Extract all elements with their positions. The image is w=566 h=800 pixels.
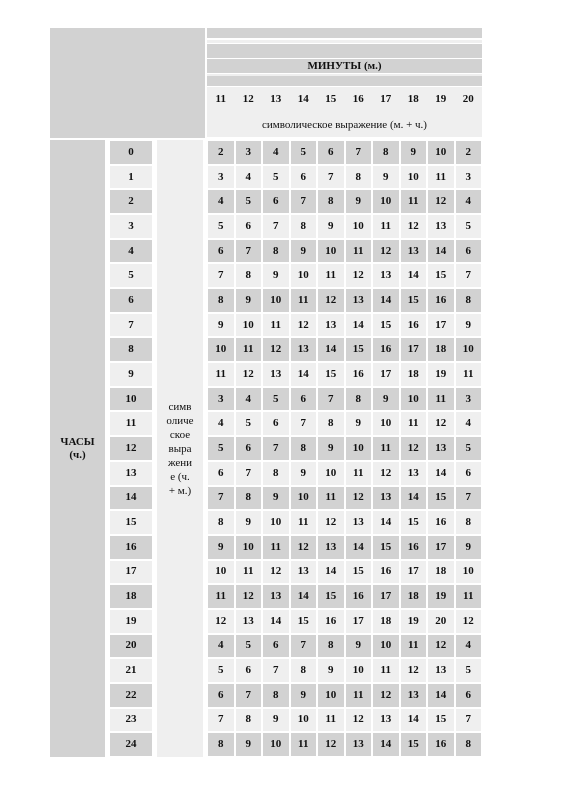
value-cell: 11 — [236, 338, 262, 361]
value-cell: 14 — [291, 363, 317, 386]
value-cell: 11 — [428, 388, 454, 411]
value-cell: 12 — [373, 684, 399, 707]
value-cell: 12 — [456, 610, 482, 633]
value-cell: 13 — [291, 561, 317, 584]
value-cell: 9 — [291, 462, 317, 485]
value-cell: 6 — [236, 215, 262, 238]
minute-header-cell: 13 — [262, 87, 290, 111]
value-cell: 7 — [263, 215, 289, 238]
value-cell: 5 — [456, 659, 482, 682]
value-cell: 8 — [208, 733, 234, 756]
value-cell: 6 — [236, 659, 262, 682]
value-cell: 10 — [401, 166, 427, 189]
value-cell: 9 — [236, 289, 262, 312]
value-cell: 9 — [318, 659, 344, 682]
value-cell: 15 — [291, 610, 317, 633]
value-cell: 8 — [208, 511, 234, 534]
value-cell: 11 — [318, 709, 344, 732]
value-cell: 6 — [263, 412, 289, 435]
value-cell: 9 — [208, 314, 234, 337]
hour-cell: 15 — [110, 511, 152, 534]
value-cell: 13 — [346, 511, 372, 534]
value-cell: 8 — [456, 733, 482, 756]
value-cell: 16 — [346, 585, 372, 608]
value-cell: 10 — [208, 561, 234, 584]
value-cell: 6 — [208, 462, 234, 485]
value-cell: 7 — [208, 264, 234, 287]
value-cell: 10 — [346, 437, 372, 460]
value-cell: 11 — [263, 314, 289, 337]
value-cell: 5 — [456, 215, 482, 238]
value-cell: 8 — [291, 437, 317, 460]
value-cell: 9 — [346, 190, 372, 213]
hour-cell: 16 — [110, 536, 152, 559]
hour-cell: 24 — [110, 733, 152, 756]
value-cell: 15 — [318, 585, 344, 608]
value-cell: 8 — [236, 487, 262, 510]
header-stripe — [207, 28, 482, 38]
value-cell: 14 — [428, 240, 454, 263]
minute-header-cell: 16 — [345, 87, 373, 111]
value-cell: 11 — [346, 240, 372, 263]
corner-cell — [50, 28, 205, 138]
value-cell: 11 — [456, 585, 482, 608]
value-cell: 15 — [428, 487, 454, 510]
hour-cell: 14 — [110, 487, 152, 510]
value-cell: 10 — [456, 338, 482, 361]
value-cell: 11 — [208, 585, 234, 608]
value-cell: 11 — [373, 215, 399, 238]
value-cell: 18 — [401, 363, 427, 386]
value-cell: 7 — [318, 166, 344, 189]
value-cell: 12 — [263, 338, 289, 361]
value-cell: 18 — [428, 338, 454, 361]
value-cell: 11 — [401, 412, 427, 435]
value-cell: 7 — [291, 190, 317, 213]
value-cell: 13 — [373, 709, 399, 732]
value-cell: 11 — [291, 289, 317, 312]
value-cell: 6 — [291, 166, 317, 189]
hours-title: ЧАСЫ (ч.) — [50, 140, 105, 757]
value-cell: 10 — [428, 141, 454, 164]
value-cell: 11 — [236, 561, 262, 584]
value-cell: 19 — [428, 363, 454, 386]
value-cell: 12 — [263, 561, 289, 584]
value-cell: 12 — [401, 659, 427, 682]
value-cell: 12 — [318, 289, 344, 312]
value-cell: 8 — [318, 190, 344, 213]
value-cell: 11 — [401, 635, 427, 658]
value-cell: 12 — [401, 437, 427, 460]
hours-expression-label: симв оличе ское выра жени е (ч. + м.) — [157, 140, 203, 757]
value-cell: 10 — [208, 338, 234, 361]
value-cell: 14 — [373, 511, 399, 534]
value-cell: 3 — [208, 166, 234, 189]
minutes-title: МИНУТЫ (м.) — [207, 59, 482, 73]
value-cell: 14 — [263, 610, 289, 633]
value-cell: 13 — [401, 462, 427, 485]
minute-header-cell: 17 — [372, 87, 400, 111]
value-cell: 9 — [373, 388, 399, 411]
value-cell: 7 — [236, 462, 262, 485]
value-cell: 14 — [401, 487, 427, 510]
hour-cell: 11 — [110, 412, 152, 435]
hour-cell: 6 — [110, 289, 152, 312]
value-cell: 7 — [236, 684, 262, 707]
value-cell: 12 — [318, 511, 344, 534]
value-cell: 15 — [373, 536, 399, 559]
hour-cell: 5 — [110, 264, 152, 287]
value-cell: 18 — [373, 610, 399, 633]
value-cell: 12 — [236, 363, 262, 386]
hour-cell: 3 — [110, 215, 152, 238]
value-cell: 6 — [318, 141, 344, 164]
hour-cell: 18 — [110, 585, 152, 608]
value-cell: 10 — [236, 536, 262, 559]
value-cell: 9 — [263, 709, 289, 732]
value-cell: 9 — [236, 511, 262, 534]
value-cell: 6 — [456, 462, 482, 485]
value-cell: 13 — [318, 536, 344, 559]
value-cell: 7 — [263, 659, 289, 682]
hour-cell: 12 — [110, 437, 152, 460]
value-cell: 6 — [291, 388, 317, 411]
value-cell: 4 — [456, 635, 482, 658]
value-cell: 14 — [291, 585, 317, 608]
value-cell: 10 — [291, 264, 317, 287]
value-cell: 16 — [318, 610, 344, 633]
value-cell: 5 — [263, 388, 289, 411]
value-cell: 13 — [236, 610, 262, 633]
value-cell: 4 — [456, 190, 482, 213]
value-cell: 20 — [428, 610, 454, 633]
value-cell: 5 — [208, 659, 234, 682]
value-cell: 18 — [428, 561, 454, 584]
value-cell: 10 — [401, 388, 427, 411]
value-cell: 10 — [263, 511, 289, 534]
value-cell: 5 — [236, 190, 262, 213]
value-cell: 5 — [208, 437, 234, 460]
value-cell: 8 — [318, 635, 344, 658]
value-cell: 14 — [401, 709, 427, 732]
value-cell: 7 — [291, 412, 317, 435]
value-cell: 11 — [373, 437, 399, 460]
hour-cell: 22 — [110, 684, 152, 707]
value-cell: 4 — [236, 388, 262, 411]
value-cell: 11 — [401, 190, 427, 213]
value-cell: 9 — [263, 264, 289, 287]
value-cell: 10 — [373, 635, 399, 658]
value-cell: 2 — [456, 141, 482, 164]
value-cell: 12 — [346, 709, 372, 732]
value-cell: 14 — [428, 462, 454, 485]
value-cell: 5 — [236, 412, 262, 435]
value-cell: 8 — [318, 412, 344, 435]
header-stripe — [207, 44, 482, 58]
value-cell: 7 — [291, 635, 317, 658]
value-cell: 14 — [428, 684, 454, 707]
value-cell: 10 — [373, 190, 399, 213]
value-cell: 13 — [346, 733, 372, 756]
value-cell: 6 — [456, 240, 482, 263]
value-cell: 9 — [346, 635, 372, 658]
value-cell: 10 — [291, 487, 317, 510]
header-stripe — [207, 76, 482, 86]
value-cell: 5 — [208, 215, 234, 238]
value-cell: 8 — [208, 289, 234, 312]
minute-header-cell: 15 — [317, 87, 345, 111]
value-cell: 10 — [346, 659, 372, 682]
value-cell: 12 — [373, 462, 399, 485]
value-cell: 5 — [263, 166, 289, 189]
value-cell: 16 — [373, 561, 399, 584]
value-cell: 13 — [401, 684, 427, 707]
value-cell: 15 — [318, 363, 344, 386]
value-cell: 13 — [263, 363, 289, 386]
value-cell: 8 — [263, 684, 289, 707]
value-cell: 13 — [263, 585, 289, 608]
value-cell: 11 — [263, 536, 289, 559]
value-cell: 4 — [263, 141, 289, 164]
value-cell: 9 — [401, 141, 427, 164]
value-cell: 7 — [346, 141, 372, 164]
value-cell: 9 — [291, 684, 317, 707]
value-cell: 8 — [236, 709, 262, 732]
hour-cell: 20 — [110, 635, 152, 658]
value-cell: 8 — [346, 388, 372, 411]
value-cell: 6 — [456, 684, 482, 707]
header-gap — [207, 40, 482, 43]
value-cell: 17 — [346, 610, 372, 633]
value-cell: 18 — [401, 585, 427, 608]
value-cell: 9 — [318, 215, 344, 238]
value-cell: 10 — [318, 684, 344, 707]
value-cell: 8 — [373, 141, 399, 164]
value-cell: 10 — [236, 314, 262, 337]
value-cell: 9 — [318, 437, 344, 460]
value-cell: 19 — [401, 610, 427, 633]
value-cell: 13 — [401, 240, 427, 263]
hour-cell: 17 — [110, 561, 152, 584]
value-cell: 12 — [373, 240, 399, 263]
value-cell: 19 — [428, 585, 454, 608]
minute-header-cell: 19 — [427, 87, 455, 111]
hour-cell: 7 — [110, 314, 152, 337]
value-cell: 17 — [401, 338, 427, 361]
value-cell: 17 — [401, 561, 427, 584]
value-cell: 7 — [208, 487, 234, 510]
value-cell: 11 — [428, 166, 454, 189]
minute-header-cell: 11 — [207, 87, 235, 111]
value-cell: 9 — [208, 536, 234, 559]
value-cell: 17 — [373, 585, 399, 608]
value-cell: 12 — [236, 585, 262, 608]
hour-cell: 21 — [110, 659, 152, 682]
value-cell: 9 — [456, 314, 482, 337]
value-cell: 16 — [428, 289, 454, 312]
value-cell: 5 — [291, 141, 317, 164]
value-cell: 7 — [456, 264, 482, 287]
hour-cell: 13 — [110, 462, 152, 485]
minute-header-cell: 12 — [235, 87, 263, 111]
value-cell: 7 — [208, 709, 234, 732]
value-cell: 3 — [208, 388, 234, 411]
value-cell: 9 — [263, 487, 289, 510]
value-cell: 13 — [428, 437, 454, 460]
value-cell: 9 — [236, 733, 262, 756]
value-cell: 4 — [208, 635, 234, 658]
value-cell: 6 — [208, 240, 234, 263]
minute-header-cell: 20 — [455, 87, 483, 111]
value-cell: 13 — [346, 289, 372, 312]
value-cell: 14 — [346, 314, 372, 337]
value-cell: 5 — [236, 635, 262, 658]
value-cell: 11 — [208, 363, 234, 386]
value-cell: 12 — [291, 536, 317, 559]
value-cell: 11 — [346, 684, 372, 707]
value-cell: 7 — [318, 388, 344, 411]
value-cell: 14 — [373, 289, 399, 312]
value-cell: 8 — [456, 511, 482, 534]
value-cell: 2 — [208, 141, 234, 164]
value-cell: 12 — [428, 190, 454, 213]
hour-cell: 19 — [110, 610, 152, 633]
value-cell: 8 — [263, 240, 289, 263]
value-cell: 11 — [318, 487, 344, 510]
value-cell: 13 — [318, 314, 344, 337]
value-cell: 7 — [263, 437, 289, 460]
hour-cell: 9 — [110, 363, 152, 386]
value-cell: 7 — [456, 487, 482, 510]
value-cell: 15 — [428, 264, 454, 287]
value-cell: 7 — [456, 709, 482, 732]
value-cell: 8 — [291, 215, 317, 238]
value-cell: 4 — [456, 412, 482, 435]
value-cell: 11 — [318, 264, 344, 287]
value-cell: 9 — [346, 412, 372, 435]
value-cell: 10 — [291, 709, 317, 732]
value-cell: 6 — [263, 190, 289, 213]
value-cell: 13 — [373, 487, 399, 510]
value-cell: 16 — [428, 733, 454, 756]
value-cell: 10 — [373, 412, 399, 435]
value-cell: 16 — [401, 536, 427, 559]
value-cell: 4 — [208, 190, 234, 213]
value-cell: 9 — [291, 240, 317, 263]
value-cell: 8 — [456, 289, 482, 312]
value-cell: 7 — [236, 240, 262, 263]
value-cell: 3 — [456, 166, 482, 189]
value-cell: 3 — [236, 141, 262, 164]
hour-cell: 2 — [110, 190, 152, 213]
value-cell: 4 — [236, 166, 262, 189]
value-cell: 8 — [346, 166, 372, 189]
value-cell: 12 — [346, 487, 372, 510]
hour-cell: 10 — [110, 388, 152, 411]
value-cell: 6 — [236, 437, 262, 460]
value-cell: 15 — [373, 314, 399, 337]
value-cell: 14 — [373, 733, 399, 756]
value-cell: 12 — [318, 733, 344, 756]
value-cell: 10 — [263, 733, 289, 756]
value-cell: 10 — [346, 215, 372, 238]
hour-cell: 0 — [110, 141, 152, 164]
value-cell: 11 — [291, 733, 317, 756]
value-cell: 12 — [346, 264, 372, 287]
value-cell: 17 — [428, 314, 454, 337]
value-cell: 10 — [263, 289, 289, 312]
value-cell: 3 — [456, 388, 482, 411]
minute-header-cell: 14 — [290, 87, 318, 111]
value-cell: 10 — [456, 561, 482, 584]
value-cell: 12 — [291, 314, 317, 337]
value-cell: 15 — [346, 561, 372, 584]
value-cell: 8 — [236, 264, 262, 287]
value-cell: 14 — [401, 264, 427, 287]
minute-header-cell: 18 — [400, 87, 428, 111]
value-cell: 13 — [428, 215, 454, 238]
value-cell: 11 — [291, 511, 317, 534]
value-cell: 16 — [373, 338, 399, 361]
value-cell: 15 — [401, 289, 427, 312]
value-cell: 17 — [373, 363, 399, 386]
value-cell: 14 — [318, 338, 344, 361]
value-cell: 15 — [401, 733, 427, 756]
value-cell: 14 — [318, 561, 344, 584]
value-cell: 13 — [428, 659, 454, 682]
value-cell: 12 — [428, 635, 454, 658]
value-cell: 9 — [373, 166, 399, 189]
value-cell: 12 — [428, 412, 454, 435]
value-cell: 11 — [346, 462, 372, 485]
value-cell: 14 — [346, 536, 372, 559]
value-cell: 15 — [401, 511, 427, 534]
value-cell: 5 — [456, 437, 482, 460]
value-cell: 4 — [208, 412, 234, 435]
hour-cell: 4 — [110, 240, 152, 263]
value-cell: 11 — [373, 659, 399, 682]
value-cell: 12 — [208, 610, 234, 633]
value-cell: 16 — [346, 363, 372, 386]
value-cell: 8 — [263, 462, 289, 485]
hour-cell: 1 — [110, 166, 152, 189]
value-cell: 13 — [373, 264, 399, 287]
hour-cell: 23 — [110, 709, 152, 732]
value-cell: 9 — [456, 536, 482, 559]
value-cell: 16 — [428, 511, 454, 534]
value-cell: 10 — [318, 240, 344, 263]
value-cell: 12 — [401, 215, 427, 238]
value-cell: 10 — [318, 462, 344, 485]
minutes-subtitle: символическое выражение (м. + ч.) — [207, 113, 482, 137]
value-cell: 6 — [263, 635, 289, 658]
value-cell: 6 — [208, 684, 234, 707]
value-cell: 13 — [291, 338, 317, 361]
value-cell: 11 — [456, 363, 482, 386]
hour-cell: 8 — [110, 338, 152, 361]
value-cell: 17 — [428, 536, 454, 559]
value-cell: 15 — [428, 709, 454, 732]
value-cell: 8 — [291, 659, 317, 682]
value-cell: 16 — [401, 314, 427, 337]
value-cell: 15 — [346, 338, 372, 361]
